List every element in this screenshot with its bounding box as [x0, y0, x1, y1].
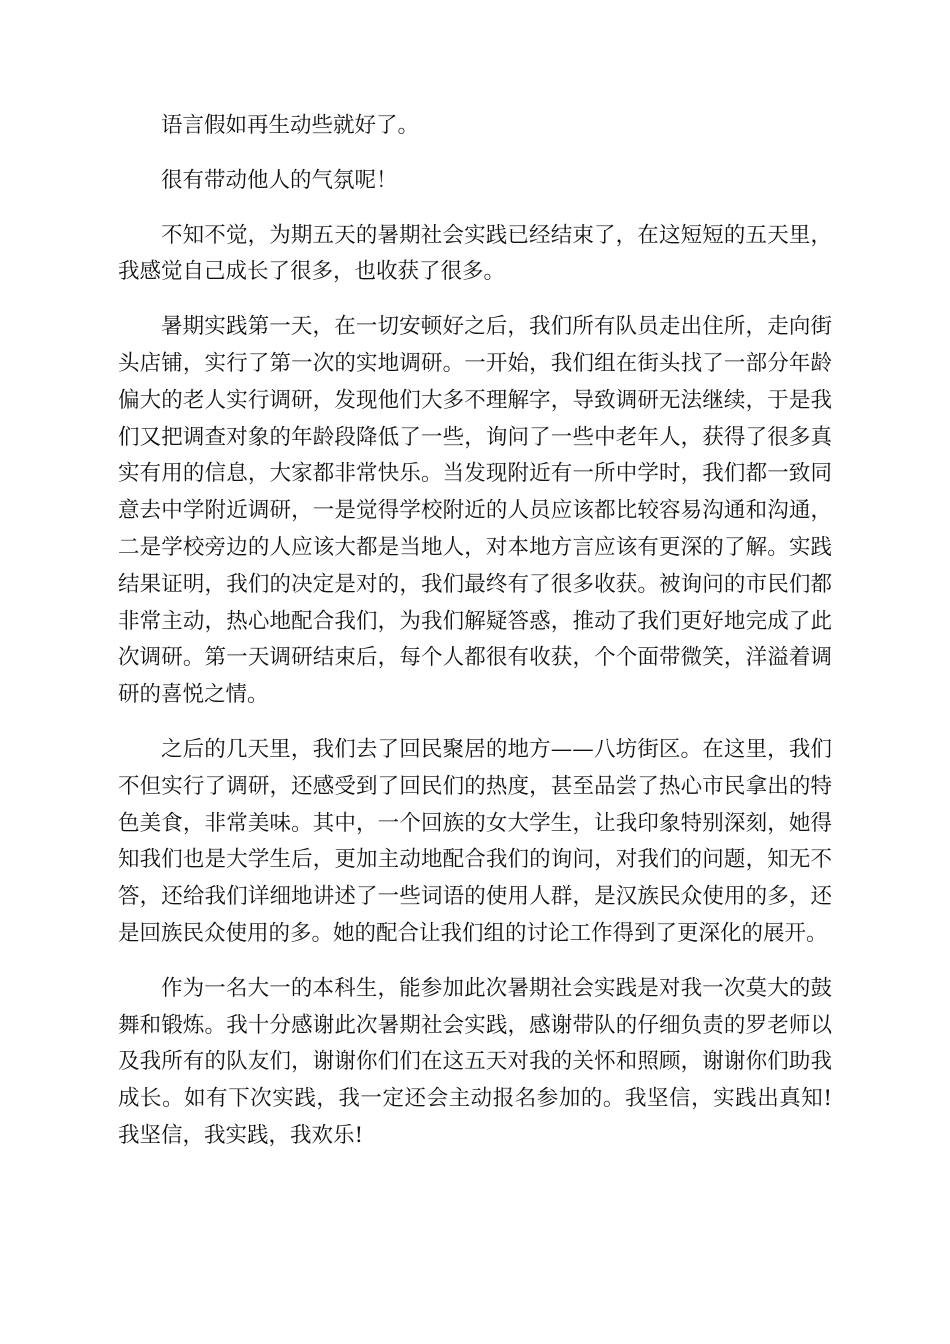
paragraph-1: 语言假如再生动些就好了。 — [161, 113, 420, 138]
paragraph-3: 不知不觉，为期五天的暑期社会实践已经结束了，在这短短的五天里，我感觉自己成长了很多，也收获了很多。 — [118, 222, 832, 285]
paragraph-5: 之后的几天里，我们去了回民聚居的地方——八坊街区。在这里，我们不但实行了调研，还感受到了回民们的热度，甚至品尝了热心市民拿出的特色美食，非常美味。其中，一个回族的女大学生，让我印象特别深刻，她得知我们也是大学生后，更加主动地配合我们的询问，对我们的问题，知无不答，还给我们详细地讲述了一些词语的使用人群，是汉族民众使用的多，还是回族民众使用的多。她的配合让我们组的讨论工作得到了更深化的展开。 — [118, 736, 832, 946]
paragraph-4: 暑期实践第一天，在一切安顿好之后，我们所有队员走出住所，走向街头店铺，实行了第一次的实地调研。一开始，我们组在街头找了一部分年龄偏大的老人实行调研，发现他们大多不理解字，导致调研无法继续，于是我们又把调查对象的年龄段降低了一些，询问了一些中老年人，获得了很多真实有用的信息，大家都非常快乐。当发现附近有一所中学时，我们都一致同意去中学附近调研，一是觉得学校附近的人员应该都比较容易沟通和沟通，二是学校旁边的人应该大都是当地人，对本地方言应该有更深的了解。实践结果证明，我们的决定是对的，我们最终有了很多收获。被询问的市民们都非常主动，热心地配合我们，为我们解疑答惑，推动了我们更好地完成了此次调研。第一天调研结束后，每个人都很有收获，个个面带微笑，洋溢着调研的喜悦之情。 — [118, 314, 832, 708]
paragraph-2: 很有带动他人的气氛呢！ — [161, 167, 398, 193]
paragraph-6: 作为一名大一的本科生，能参加此次暑期社会实践是对我一次莫大的鼓舞和锻炼。我十分感谢此次暑期社会实践，感谢带队的仔细负责的罗老师以及我所有的队友们，谢谢你们们在这五天对我的关怀和照顾，谢谢你们助我成长。如有下次实践，我一定还会主动报名参加的。我坚信，实践出真知!我坚信，我实践，我欢乐! — [118, 975, 832, 1148]
document-body — [118, 108, 832, 1173]
